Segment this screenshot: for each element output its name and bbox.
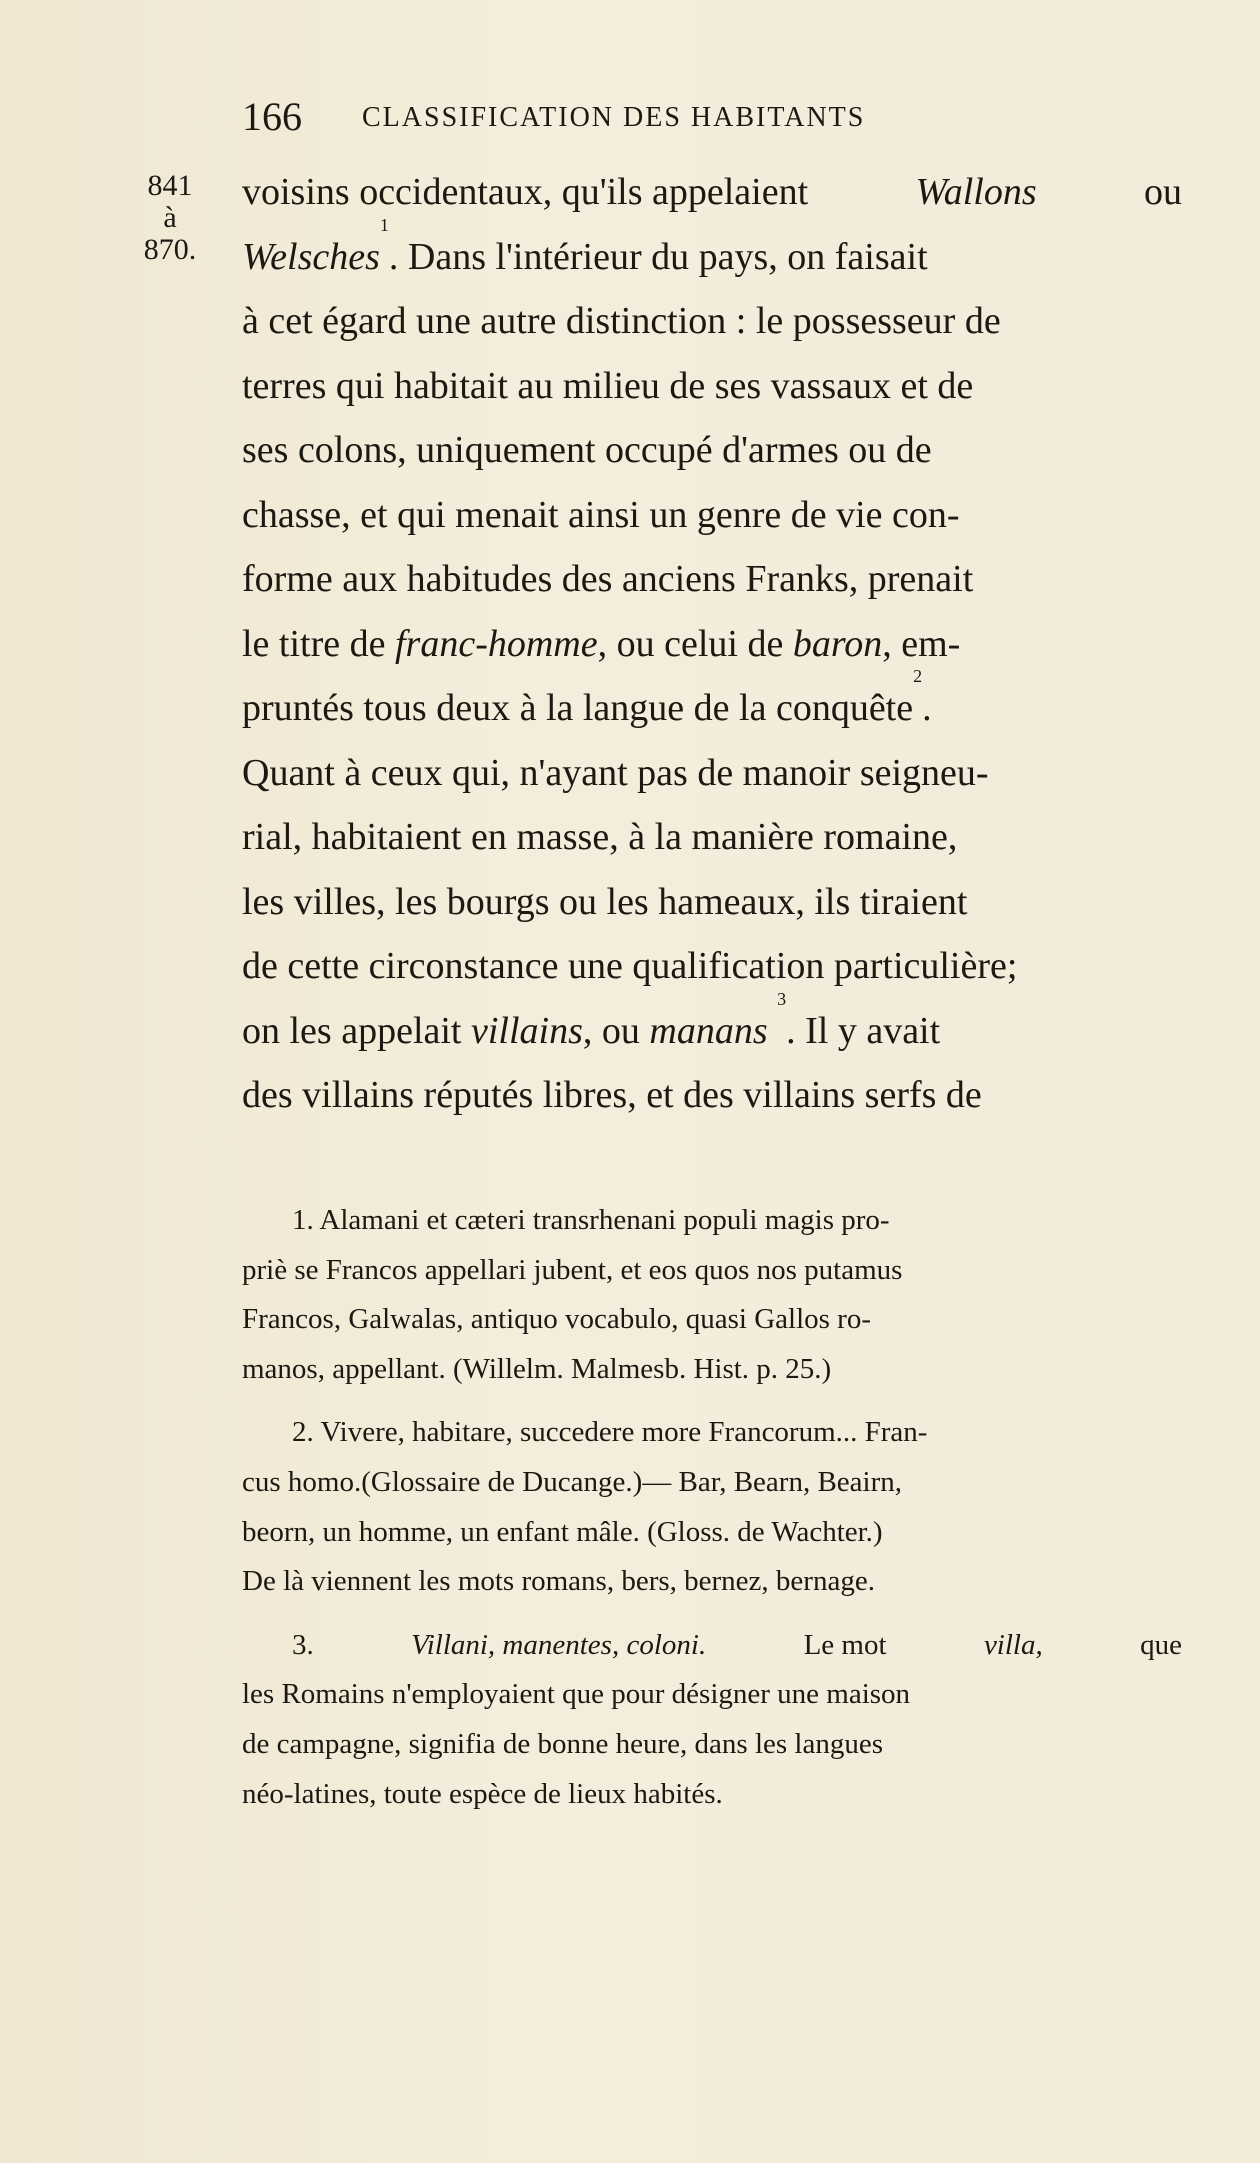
- text-segment: le titre de: [242, 622, 386, 665]
- text-line: [242, 666, 1182, 741]
- italic-term: franc-homme: [394, 622, 598, 665]
- footnote-number: 3.: [292, 1628, 314, 1661]
- main-text: [242, 160, 1182, 1128]
- running-head: [242, 92, 1042, 142]
- text-line: [242, 805, 1182, 870]
- text-segment: terres qui habitait au milieu de ses vassaux et de: [242, 364, 974, 407]
- text-segment: . Dans l'intérieur du pays, on faisait: [388, 235, 928, 278]
- footnote-line: [242, 1196, 1182, 1246]
- footnote-line: [242, 1345, 1182, 1395]
- text-segment: pruntés tous deux à la langue de la conquête: [242, 687, 914, 729]
- text-segment: des villains réputés libres, et des villains serfs de: [242, 1074, 982, 1116]
- footnotes: [242, 1196, 1182, 1819]
- text-segment: . Il y avait: [786, 1009, 941, 1052]
- text-segment: chasse, et qui menait ainsi un genre de vie con-: [242, 493, 960, 536]
- footnote-text: 2. Vivere, habitare, succedere more Francorum... Fran-: [292, 1416, 928, 1449]
- footnote-text: que: [1140, 1628, 1182, 1661]
- text-segment: forme aux habitudes des anciens Franks, prenait: [242, 558, 974, 600]
- text-segment: , ou celui de: [597, 622, 784, 665]
- footnote-text: les Romains n'employaient que pour désigner une maison: [242, 1678, 911, 1711]
- sidenote-sep: à: [163, 201, 177, 234]
- footnote-text: De là viennent les mots romans, bers, bernez, bernage.: [242, 1565, 875, 1598]
- sidenote-to: 870.: [143, 233, 197, 266]
- footnote-text: Francos, Galwalas, antiquo vocabulo, quasi Gallos ro-: [242, 1303, 871, 1336]
- footnote-line: [242, 1557, 1182, 1607]
- text-line: [242, 214, 1182, 290]
- text-line: [242, 289, 1182, 354]
- footnote-text: cus homo.(Glossaire de Ducange.)— Bar, Bearn, Beairn,: [242, 1465, 902, 1498]
- date-sidenote: [120, 170, 220, 266]
- italic-term: Villani, manentes, coloni.: [411, 1628, 707, 1661]
- footnote-text: beorn, un homme, un enfant mâle. (Gloss. de Wachter.): [242, 1515, 883, 1548]
- italic-term: villa,: [983, 1628, 1043, 1661]
- footnote-text: priè se Francos appellari jubent, et eos quos nos putamus: [242, 1253, 903, 1286]
- footnote-line: [242, 1458, 1182, 1508]
- text-segment: à cet égard une autre distinction : le possesseur de: [242, 300, 1001, 342]
- sidenote-from: 841: [147, 169, 193, 202]
- footnote-text: manos, appellant. (Willelm. Malmesb. Hist. p. 25.): [242, 1352, 832, 1385]
- italic-term: manans: [649, 1009, 768, 1052]
- text-line: [242, 870, 1182, 935]
- text-segment: rial, habitaient en masse, à la manière romaine,: [242, 816, 958, 858]
- page-number: 166: [242, 94, 302, 139]
- running-title: CLASSIFICATION DES HABITANTS: [362, 102, 866, 133]
- text-line: [242, 418, 1182, 483]
- footnote-line: [242, 1508, 1182, 1558]
- italic-term: Wallons: [915, 171, 1037, 213]
- text-segment: les villes, les bourgs ou les hameaux, ils tiraient: [242, 880, 968, 923]
- footnote-line: [242, 1246, 1182, 1296]
- footnote-text: 1. Alamani et cæteri transrhenani populi magis pro-: [292, 1204, 890, 1236]
- footnote-line: [242, 1720, 1182, 1770]
- text-segment: .: [922, 687, 932, 729]
- text-segment: ses colons, uniquement occupé d'armes ou de: [242, 429, 932, 471]
- footnote-line: [242, 1621, 1182, 1671]
- text-segment: voisins occidentaux, qu'ils appelaient: [242, 171, 809, 213]
- italic-term: Welsches: [242, 235, 380, 278]
- footnote-text: de campagne, signifia de bonne heure, dans les langues: [242, 1727, 884, 1760]
- text-segment: , em-: [882, 622, 961, 665]
- text-line: [242, 741, 1182, 806]
- footnote-line: [242, 1295, 1182, 1345]
- text-segment: Quant à ceux qui, n'ayant pas de manoir seigneu-: [242, 751, 989, 794]
- text-line: [242, 1063, 1182, 1128]
- text-segment: on les appelait: [242, 1009, 462, 1052]
- footnote-ref: 2: [913, 666, 923, 686]
- text-line: [242, 988, 1182, 1064]
- text-line: [242, 612, 1182, 677]
- footnote-ref: 3: [777, 988, 787, 1009]
- text-line: [242, 354, 1182, 419]
- footnote-text: Le mot: [803, 1628, 887, 1661]
- text-line: [242, 934, 1182, 999]
- italic-term: baron: [792, 622, 883, 665]
- footnote-text: néo-latines, toute espèce de lieux habités.: [242, 1777, 723, 1810]
- text-segment: ou: [1144, 171, 1182, 213]
- text-segment: , ou: [582, 1009, 640, 1052]
- footnote-line: [242, 1670, 1182, 1720]
- text-segment: de cette circonstance une qualification particulière;: [242, 945, 1018, 987]
- footnote-line: [242, 1770, 1182, 1820]
- footnote-line: [242, 1408, 1182, 1458]
- italic-term: villains: [470, 1009, 583, 1052]
- text-line: [242, 547, 1182, 612]
- footnote-ref: 1: [379, 214, 389, 235]
- text-line: [242, 483, 1182, 548]
